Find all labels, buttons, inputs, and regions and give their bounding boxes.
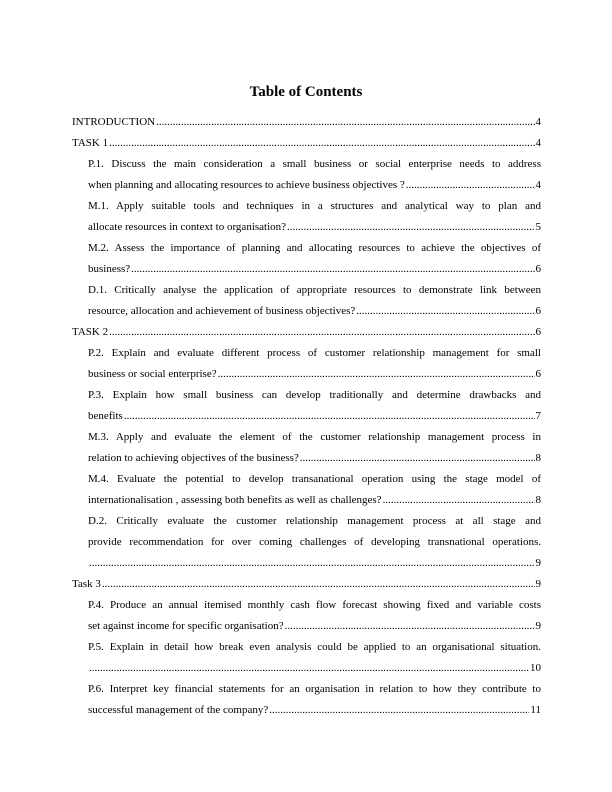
- toc-entry-text-line: provide recommendation for over coming challenges of developing transnational operations.: [88, 536, 541, 548]
- toc-entry[interactable]: [88, 280, 541, 322]
- toc-page-number: 10: [530, 662, 541, 674]
- toc-entry[interactable]: [88, 679, 541, 721]
- toc-entry-label: successful management of the company?: [88, 704, 269, 716]
- dot-leader: [285, 616, 535, 637]
- toc-page-number: 6: [535, 305, 541, 317]
- dot-leader: [109, 322, 534, 343]
- toc-entry[interactable]: [88, 511, 541, 574]
- toc-page-number: 8: [535, 452, 541, 464]
- toc-entry-text-line: M.3. Apply and evaluate the element of the customer relationship management process in: [88, 431, 541, 443]
- dot-leader: [356, 301, 534, 322]
- toc-entry[interactable]: [88, 469, 541, 511]
- toc-page-number: 6: [535, 326, 541, 338]
- toc-entry-leader-line: [72, 133, 541, 154]
- toc-entry-leader-line: [72, 112, 541, 133]
- toc-entry-text-line: D.1. Critically analyse the application of appropriate resources to demonstrate link between: [88, 284, 541, 296]
- toc-entry[interactable]: [88, 637, 541, 679]
- toc-entry-label: relation to achieving objectives of the business?: [88, 452, 299, 464]
- toc-page-number: 9: [535, 578, 541, 590]
- toc-entry-text-line: P.5. Explain in detail how break even analysis could be applied to an organisational situation.: [88, 641, 541, 653]
- toc-entry-label: resource, allocation and achievement of business objectives?: [88, 305, 356, 317]
- toc-entry-leader-line: [88, 217, 541, 238]
- dot-leader: [406, 175, 535, 196]
- toc-page-number: 9: [535, 620, 541, 632]
- toc-entry[interactable]: [72, 574, 541, 595]
- toc-entry-label: business or social enterprise?: [88, 368, 217, 380]
- toc-page-number: 8: [535, 494, 541, 506]
- toc-entry-label: Task 3: [72, 578, 101, 590]
- dot-leader: [300, 448, 535, 469]
- toc-entry-label: business?: [88, 263, 131, 275]
- toc-entry[interactable]: [88, 343, 541, 385]
- dot-leader: [156, 112, 534, 133]
- toc-page-number: 4: [535, 137, 541, 149]
- toc-entry-text-line: M.4. Evaluate the potential to develop transanational operation using the stage model of: [88, 473, 541, 485]
- toc-entry-label: when planning and allocating resources to achieve business objectives ?: [88, 179, 405, 191]
- toc-entry-text-line: P.6. Interpret key financial statements for an organisation in relation to how they contribute to: [88, 683, 541, 695]
- dot-leader: [89, 658, 529, 679]
- toc-entry-leader-line: [88, 700, 541, 721]
- dot-leader: [124, 406, 535, 427]
- toc-page-number: 6: [535, 368, 541, 380]
- toc-entry-leader-line: [88, 448, 541, 469]
- toc-entry[interactable]: [88, 196, 541, 238]
- dot-leader: [131, 259, 534, 280]
- toc-entry-leader-line: [88, 616, 541, 637]
- toc-entry[interactable]: [72, 322, 541, 343]
- dot-leader: [269, 700, 529, 721]
- toc-entry[interactable]: [88, 427, 541, 469]
- toc-page-number: 5: [535, 221, 541, 233]
- toc-entry-leader-line: [88, 553, 541, 574]
- toc-entry-label: internationalisation , assessing both benefits as well as challenges?: [88, 494, 382, 506]
- dot-leader: [383, 490, 535, 511]
- toc-title: Table of Contents: [249, 84, 363, 100]
- toc-page-number: 11: [530, 704, 541, 716]
- toc-entry-text-line: M.1. Apply suitable tools and techniques in a structures and analytical way to plan and: [88, 200, 541, 212]
- toc-page-number: 4: [535, 179, 541, 191]
- table-of-contents: [72, 112, 541, 721]
- dot-leader: [287, 217, 534, 238]
- toc-entry-leader-line: [88, 406, 541, 427]
- toc-entry-leader-line: [88, 658, 541, 679]
- toc-entry-leader-line: [88, 301, 541, 322]
- toc-page-number: 9: [535, 557, 541, 569]
- toc-entry-label: TASK 1: [72, 137, 109, 149]
- toc-entry-leader-line: [88, 490, 541, 511]
- toc-page-number: 6: [535, 263, 541, 275]
- toc-entry-text-line: P.3. Explain how small business can develop traditionally and determine drawbacks and: [88, 389, 541, 401]
- dot-leader: [109, 133, 534, 154]
- dot-leader: [218, 364, 535, 385]
- toc-entry-text-line: P.4. Produce an annual itemised monthly cash flow forecast showing fixed and variable costs: [88, 599, 541, 611]
- toc-entry-text-line: P.2. Explain and evaluate different process of customer relationship management for small: [88, 347, 541, 359]
- toc-entry-leader-line: [88, 175, 541, 196]
- toc-entry-label: TASK 2: [72, 326, 109, 338]
- dot-leader: [102, 574, 535, 595]
- toc-entry-label: allocate resources in context to organisation?: [88, 221, 287, 233]
- toc-entry-label: INTRODUCTION: [72, 116, 156, 128]
- toc-page-number: 4: [535, 116, 541, 128]
- toc-entry-leader-line: [88, 364, 541, 385]
- toc-entry-text-line: M.2. Assess the importance of planning and allocating resources to achieve the objectives of: [88, 242, 541, 254]
- toc-entry[interactable]: [88, 238, 541, 280]
- toc-entry-text-line: P.1. Discuss the main consideration a small business or social enterprise needs to address: [88, 158, 541, 170]
- toc-entry-leader-line: [72, 322, 541, 343]
- toc-entry-label: benefits: [88, 410, 123, 422]
- toc-page-number: 7: [535, 410, 541, 422]
- toc-entry[interactable]: [88, 385, 541, 427]
- toc-entry[interactable]: [88, 154, 541, 196]
- toc-entry-leader-line: [88, 259, 541, 280]
- toc-entry[interactable]: [72, 133, 541, 154]
- dot-leader: [89, 553, 535, 574]
- toc-entry-leader-line: [72, 574, 541, 595]
- toc-entry-text-line: D.2. Critically evaluate the customer relationship management process at all stage and: [88, 515, 541, 527]
- toc-entry[interactable]: [88, 595, 541, 637]
- toc-entry-label: set against income for specific organisation?: [88, 620, 284, 632]
- toc-entry[interactable]: [72, 112, 541, 133]
